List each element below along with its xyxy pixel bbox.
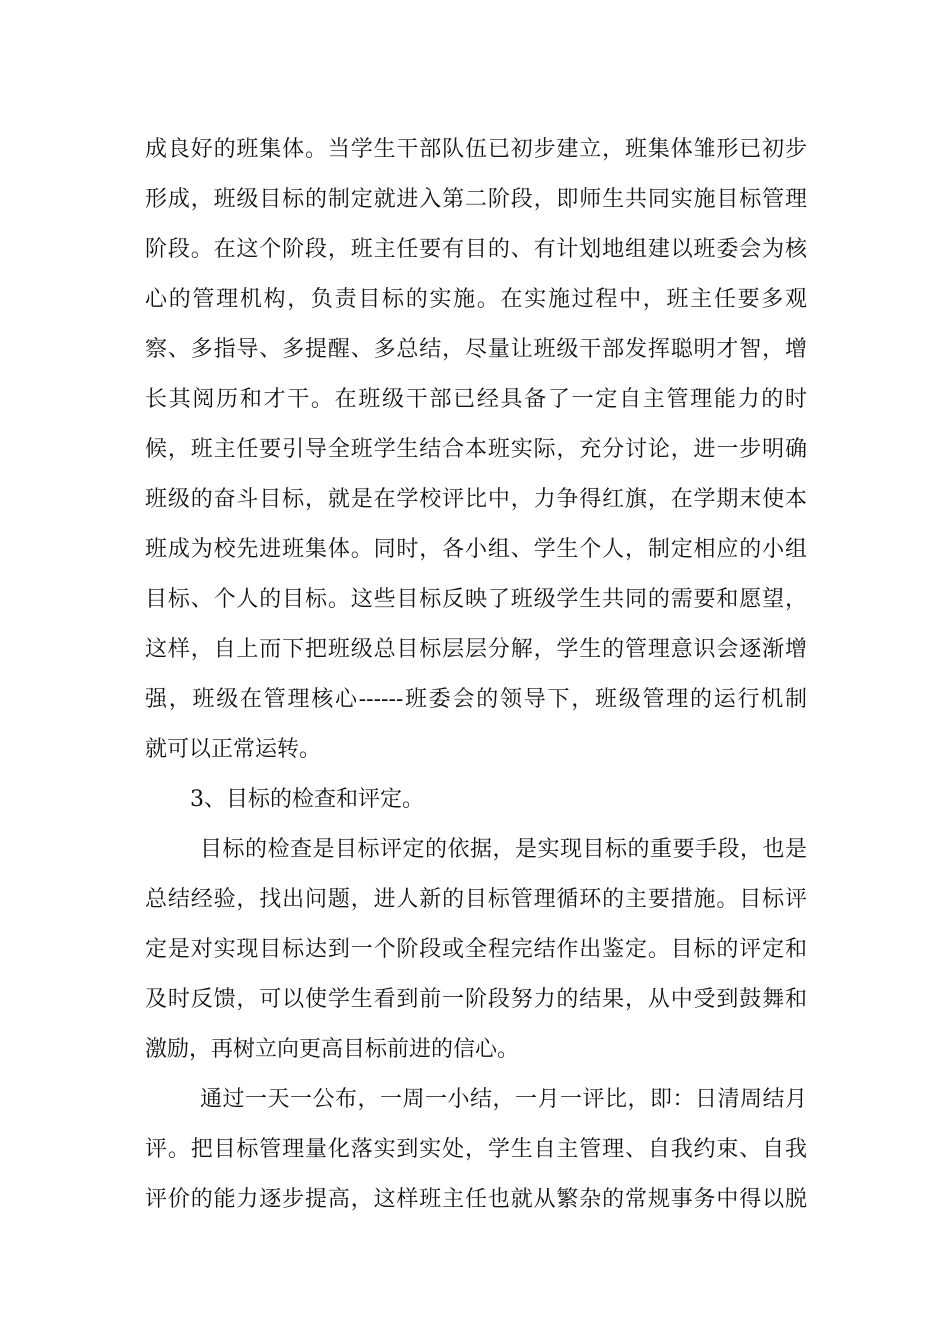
paragraph-1-line-2: 形成，班级目标的制定就进入第二阶段，即师生共同实施目标管理 (145, 187, 807, 212)
paragraph-1-line-8: 班级的奋斗目标，就是在学校评比中，力争得红旗，在学期末使本 (145, 487, 807, 512)
paragraph-1-line-11: 这样，自上而下把班级总目标层层分解，学生的管理意识会逐渐增 (145, 637, 807, 662)
paragraph-1-line-3: 阶段。在这个阶段，班主任要有目的、有计划地组建以班委会为核 (145, 237, 807, 262)
paragraph-1-line-7: 候，班主任要引导全班学生结合本班实际，充分讨论，进一步明确 (145, 437, 807, 462)
paragraph-1-line-9: 班成为校先进班集体。同时，各小组、学生个人，制定相应的小组 (145, 537, 807, 562)
paragraph-2-line-5: 激励，再树立向更高目标前进的信心。 (145, 1037, 520, 1062)
paragraph-1-line-1: 成良好的班集体。当学生干部队伍已初步建立，班集体雏形已初步 (145, 137, 807, 162)
paragraph-2-line-2: 总结经验，找出问题，进人新的目标管理循环的主要措施。目标评 (145, 887, 807, 912)
paragraph-2-line-1: 目标的检查是目标评定的依据，是实现目标的重要手段，也是 (200, 837, 807, 862)
paragraph-2-line-3: 定是对实现目标达到一个阶段或全程完结作出鉴定。目标的评定和 (145, 937, 807, 962)
section-heading: 3、目标的检查和评定。 (190, 787, 424, 812)
paragraph-1-line-13: 就可以正常运转。 (145, 737, 322, 762)
paragraph-1-line-12: 强，班级在管理核心------班委会的领导下，班级管理的运行机制 (145, 687, 807, 712)
paragraph-1-line-5: 察、多指导、多提醒、多总结，尽量让班级干部发挥聪明才智，增 (145, 337, 807, 362)
paragraph-3-line-3: 评价的能力逐步提高，这样班主任也就从繁杂的常规事务中得以脱 (145, 1187, 807, 1212)
paragraph-3-line-2: 评。把目标管理量化落实到实处，学生自主管理、自我约束、自我 (145, 1137, 807, 1162)
paragraph-1-line-10: 目标、个人的目标。这些目标反映了班级学生共同的需要和愿望， (145, 587, 807, 612)
paragraph-2-line-4: 及时反馈，可以使学生看到前一阶段努力的结果，从中受到鼓舞和 (145, 987, 807, 1012)
paragraph-1-line-4: 心的管理机构，负责目标的实施。在实施过程中，班主任要多观 (145, 287, 807, 312)
paragraph-1-line-6: 长其阅历和才干。在班级干部已经具备了一定自主管理能力的时 (145, 387, 807, 412)
paragraph-3-line-1: 通过一天一公布，一周一小结，一月一评比，即：日清周结月 (200, 1087, 807, 1112)
